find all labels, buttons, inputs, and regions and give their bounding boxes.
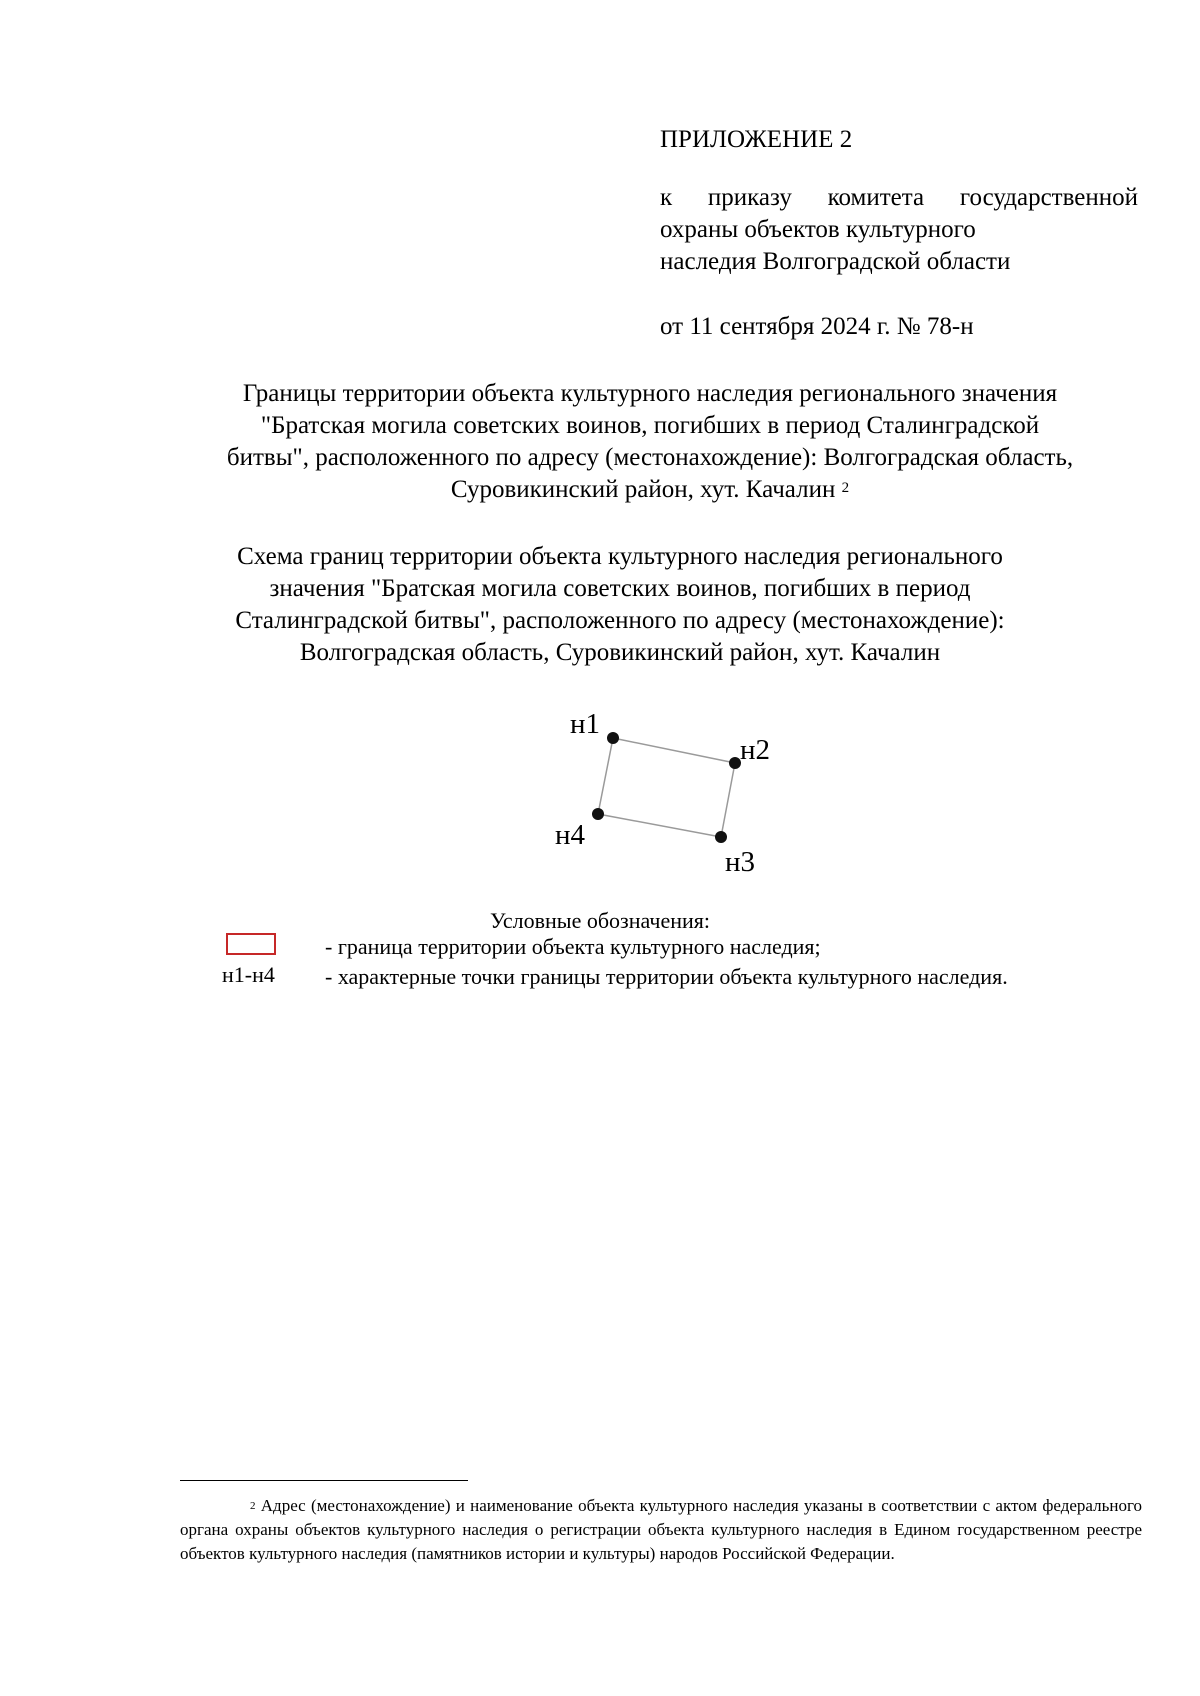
document-title (150, 378, 1150, 506)
boundary-scheme (540, 700, 800, 890)
document-title-line (150, 474, 1150, 506)
legend-boundary-text: - граница территории объекта культурного наследия; (325, 934, 821, 959)
point-marker-n3 (715, 831, 727, 843)
point-label-n3: н3 (725, 846, 756, 878)
scheme-title-line: значения "Братская могила советских воинов, погибших в период (269, 575, 971, 602)
document-title-last-line: Суровикинский район, хут. Качалин (450, 476, 836, 503)
legend-points-symbol: н1-н4 (222, 962, 275, 987)
legend-points-text: - характерные точки границы территории объекта культурного наследия. (325, 964, 1008, 989)
footnote-reference: 2 (841, 480, 850, 496)
footnote-mark: 2 (250, 1500, 256, 1512)
point-marker-n1 (607, 732, 619, 744)
point-label-n1: н1 (570, 708, 601, 740)
document-title-line: битвы", расположенного по адресу (местонахождение): Волгоградская область, (226, 444, 1074, 471)
document-title-line: Границы территории объекта культурного наследия регионального значения (242, 380, 1058, 407)
scheme-title-line: Сталинградской битвы", расположенного по адресу (местонахождение): (235, 607, 1005, 634)
order-reference-line: охраны объектов культурного (660, 216, 976, 243)
scheme-title-line: Схема границ территории объекта культурного наследия регионального (237, 543, 1003, 570)
point-label-n4: н4 (555, 819, 586, 851)
boundary-polygon (598, 738, 735, 837)
order-date: от 11 сентября 2024 г. № 78-н (660, 313, 974, 340)
appendix-title: ПРИЛОЖЕНИЕ 2 (660, 126, 853, 153)
scheme-title-line: Волгоградская область, Суровикинский район, хут. Качалин (299, 639, 941, 666)
order-reference-line: наследия Волгоградской области (660, 248, 1011, 275)
order-reference (660, 182, 1138, 278)
document-title-line: "Братская могила советских воинов, погибших в период Сталинградской (260, 412, 1040, 439)
footnote-text: Адрес (местонахождение) и наименование объекта культурного наследия указаны в соответствии с актом федерального органа охраны объектов культурного наследия о регистрации объекта культурного наследия в Едином государственном реестре объектов культурного наследия (памятников истории и культуры) народов Российской Федерации. (180, 1496, 1142, 1563)
point-label-n2: н2 (740, 734, 771, 766)
boundary-legend-swatch (226, 933, 276, 955)
scheme-title (180, 541, 1060, 669)
footnote-separator (180, 1480, 468, 1481)
footnote (180, 1494, 1142, 1566)
point-marker-n4 (592, 808, 604, 820)
order-reference-line: к приказу комитета государственной (660, 184, 1138, 211)
legend-heading: Условные обозначения: (489, 908, 711, 933)
